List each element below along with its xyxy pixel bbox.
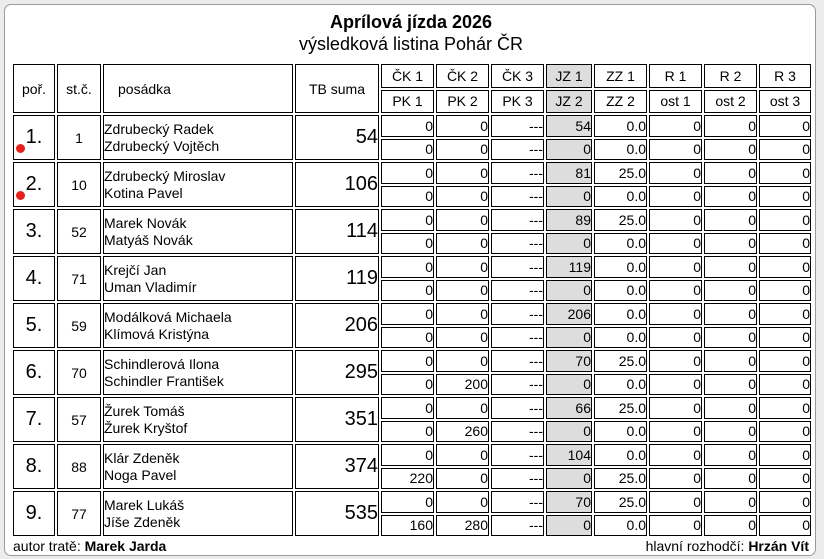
- score-cell: 0: [759, 303, 811, 325]
- score-cell: 0: [759, 280, 811, 302]
- score-cell: 0: [759, 515, 811, 537]
- place-value: 7.: [25, 408, 43, 430]
- score-cell: 0.0: [594, 515, 647, 537]
- score-cell: 0: [649, 421, 702, 443]
- course-author-name: Marek Jarda: [84, 538, 167, 554]
- course-author-label: autor tratě:: [13, 538, 81, 554]
- score-cell: 0: [649, 280, 702, 302]
- result-row: [13, 209, 811, 231]
- marker-dot: [16, 191, 25, 200]
- place-cell: [13, 350, 55, 395]
- crew-cell: [103, 491, 293, 536]
- header-ost1: ost 1: [649, 90, 702, 114]
- score-cell: ---: [491, 515, 544, 537]
- score-cell: ---: [491, 139, 544, 161]
- result-row: [13, 162, 811, 184]
- driver-name: Zdrubecký Miroslav: [104, 167, 226, 184]
- crew-cell: [103, 397, 293, 442]
- score-cell: 0.0: [594, 115, 647, 137]
- header-ck2: ČK 2: [436, 64, 489, 88]
- place-value: 1.: [25, 126, 43, 148]
- score-cell: 0.0: [594, 280, 647, 302]
- score-cell: 0: [436, 186, 489, 208]
- score-cell: 0: [649, 186, 702, 208]
- driver-name: Žurek Tomáš: [104, 402, 185, 419]
- score-cell: 220: [381, 468, 434, 490]
- place-cell: [13, 303, 55, 348]
- score-cell: ---: [491, 491, 544, 513]
- score-cell: 0: [649, 209, 702, 231]
- score-cell: 0: [759, 421, 811, 443]
- score-cell: 0: [649, 468, 702, 490]
- result-row: [13, 350, 811, 372]
- place-cell: [13, 115, 55, 160]
- score-cell: ---: [491, 444, 544, 466]
- score-cell: 206: [546, 303, 592, 325]
- score-cell: 0: [381, 374, 434, 396]
- score-cell: 0: [546, 139, 592, 161]
- sum-value: 351: [295, 397, 379, 442]
- score-cell: 0: [704, 303, 757, 325]
- codriver-name: Matyáš Novák: [104, 231, 193, 248]
- score-cell: 0: [649, 256, 702, 278]
- header-pk3: PK 3: [491, 90, 544, 114]
- crew-cell: [103, 162, 293, 207]
- score-cell: 0.0: [594, 256, 647, 278]
- codriver-name: Žurek Kryštof: [104, 419, 188, 436]
- chief-judge-name: Hrzán Vít: [748, 538, 809, 554]
- score-cell: 280: [436, 515, 489, 537]
- chief-judge: [646, 538, 809, 554]
- score-cell: ---: [491, 280, 544, 302]
- score-cell: 0: [759, 162, 811, 184]
- score-cell: 70: [546, 350, 592, 372]
- score-cell: 0: [546, 421, 592, 443]
- score-cell: 0: [649, 162, 702, 184]
- crew-cell: [103, 350, 293, 395]
- result-row: [13, 491, 811, 513]
- header-r2: R 2: [704, 64, 757, 88]
- score-cell: 119: [546, 256, 592, 278]
- score-cell: 0: [546, 186, 592, 208]
- score-cell: 0: [381, 209, 434, 231]
- score-cell: 160: [381, 515, 434, 537]
- score-cell: ---: [491, 468, 544, 490]
- result-row: [13, 397, 811, 419]
- driver-name: Krejčí Jan: [104, 261, 167, 278]
- score-cell: 0: [759, 444, 811, 466]
- result-row: [13, 115, 811, 137]
- header-place: poř.: [13, 64, 55, 113]
- header-row-1: [13, 64, 811, 88]
- crew-cell: [103, 115, 293, 160]
- sum-value: 114: [295, 209, 379, 254]
- score-cell: 25.0: [594, 209, 647, 231]
- score-cell: 0: [704, 327, 757, 349]
- score-cell: 0: [759, 186, 811, 208]
- score-cell: 0: [546, 233, 592, 255]
- driver-name: Modálková Michaela: [104, 308, 232, 325]
- score-cell: 0: [381, 350, 434, 372]
- start-number: 57: [57, 397, 101, 442]
- score-cell: 0: [436, 444, 489, 466]
- score-cell: 0: [759, 327, 811, 349]
- sum-value: 374: [295, 444, 379, 489]
- result-row: [13, 303, 811, 325]
- result-row: [13, 444, 811, 466]
- score-cell: 0: [649, 233, 702, 255]
- score-cell: 0: [381, 233, 434, 255]
- score-cell: 0: [704, 256, 757, 278]
- score-cell: 0: [381, 162, 434, 184]
- score-cell: 0: [649, 444, 702, 466]
- start-number: 10: [57, 162, 101, 207]
- course-author: [13, 538, 166, 554]
- marker-dot: [16, 144, 25, 153]
- score-cell: 25.0: [594, 162, 647, 184]
- score-cell: 0: [704, 397, 757, 419]
- place-value: 5.: [25, 314, 43, 336]
- score-cell: 0: [759, 468, 811, 490]
- crew-cell: [103, 256, 293, 301]
- score-cell: ---: [491, 303, 544, 325]
- score-cell: 0: [649, 327, 702, 349]
- score-cell: ---: [491, 421, 544, 443]
- score-cell: 0: [649, 515, 702, 537]
- score-cell: 260: [436, 421, 489, 443]
- score-cell: 25.0: [594, 350, 647, 372]
- score-cell: 0: [704, 139, 757, 161]
- results-sheet: [4, 4, 816, 556]
- score-cell: 0: [704, 444, 757, 466]
- score-cell: 0: [704, 209, 757, 231]
- score-cell: ---: [491, 233, 544, 255]
- score-cell: 25.0: [594, 468, 647, 490]
- crew-cell: [103, 209, 293, 254]
- sum-value: 54: [295, 115, 379, 160]
- score-cell: 0: [649, 139, 702, 161]
- sum-value: 206: [295, 303, 379, 348]
- score-cell: 0: [759, 209, 811, 231]
- header-pk1: PK 1: [381, 90, 434, 114]
- score-cell: 0: [704, 421, 757, 443]
- score-cell: 0: [381, 491, 434, 513]
- header-pk2: PK 2: [436, 90, 489, 114]
- driver-name: Klár Zdeněk: [104, 449, 180, 466]
- score-cell: 0: [436, 162, 489, 184]
- codriver-name: Schindler František: [104, 372, 224, 389]
- score-cell: 0: [436, 491, 489, 513]
- score-cell: 0: [436, 468, 489, 490]
- score-cell: 0: [759, 256, 811, 278]
- codriver-name: Jíše Zdeněk: [104, 513, 181, 530]
- score-cell: 0: [546, 515, 592, 537]
- codriver-name: Zdrubecký Vojtěch: [104, 137, 220, 154]
- score-cell: 0: [704, 233, 757, 255]
- start-number: 59: [57, 303, 101, 348]
- score-cell: 0: [436, 303, 489, 325]
- header-ck3: ČK 3: [491, 64, 544, 88]
- score-cell: 0.0: [594, 186, 647, 208]
- codriver-name: Uman Vladimír: [104, 278, 197, 295]
- sum-value: 295: [295, 350, 379, 395]
- header-start-number: st.č.: [57, 64, 101, 113]
- score-cell: 0: [381, 280, 434, 302]
- header-jz1: JZ 1: [546, 64, 592, 88]
- score-cell: 0: [704, 115, 757, 137]
- page-subtitle: výsledková listina Pohár ČR: [298, 34, 524, 54]
- score-cell: 25.0: [594, 397, 647, 419]
- score-cell: 0: [704, 491, 757, 513]
- score-cell: 0: [381, 421, 434, 443]
- score-cell: 0: [546, 327, 592, 349]
- score-cell: 0: [436, 139, 489, 161]
- score-cell: 0: [704, 468, 757, 490]
- place-value: 3.: [25, 220, 43, 242]
- score-cell: 0: [649, 115, 702, 137]
- header-zz1: ZZ 1: [594, 64, 647, 88]
- score-cell: 0: [704, 350, 757, 372]
- score-cell: 0: [704, 186, 757, 208]
- score-cell: 0: [381, 444, 434, 466]
- start-number: 71: [57, 256, 101, 301]
- score-cell: 0.0: [594, 421, 647, 443]
- place-value: 6.: [25, 361, 43, 383]
- header-r1: R 1: [649, 64, 702, 88]
- score-cell: 0.0: [594, 233, 647, 255]
- header-ost3: ost 3: [759, 90, 811, 114]
- place-cell: [13, 256, 55, 301]
- header-ost2: ost 2: [704, 90, 757, 114]
- score-cell: ---: [491, 209, 544, 231]
- score-cell: 0: [546, 468, 592, 490]
- codriver-name: Klímová Kristýna: [104, 325, 210, 342]
- crew-cell: [103, 444, 293, 489]
- place-cell: [13, 162, 55, 207]
- place-cell: [13, 491, 55, 536]
- score-cell: 0: [649, 397, 702, 419]
- result-row: [13, 256, 811, 278]
- results-table: [11, 62, 813, 538]
- score-cell: 25.0: [594, 491, 647, 513]
- score-cell: 0: [436, 397, 489, 419]
- header-r3: R 3: [759, 64, 811, 88]
- start-number: 52: [57, 209, 101, 254]
- score-cell: 104: [546, 444, 592, 466]
- score-cell: 66: [546, 397, 592, 419]
- place-cell: [13, 397, 55, 442]
- score-cell: 0: [649, 374, 702, 396]
- start-number: 88: [57, 444, 101, 489]
- header-sum: TB suma: [295, 64, 379, 113]
- score-cell: 0: [704, 280, 757, 302]
- codriver-name: Kotina Pavel: [104, 184, 183, 201]
- score-cell: 0: [436, 256, 489, 278]
- score-cell: 0: [759, 115, 811, 137]
- sum-value: 535: [295, 491, 379, 536]
- page-title: Aprílová jízda 2026: [329, 12, 493, 32]
- place-cell: [13, 444, 55, 489]
- score-cell: 0: [436, 327, 489, 349]
- score-cell: 0.0: [594, 374, 647, 396]
- score-cell: ---: [491, 115, 544, 137]
- score-cell: 0: [381, 115, 434, 137]
- table-body: [13, 115, 811, 536]
- place-cell: [13, 209, 55, 254]
- place-value: 8.: [25, 455, 43, 477]
- score-cell: 0: [436, 209, 489, 231]
- score-cell: 0.0: [594, 327, 647, 349]
- score-cell: 70: [546, 491, 592, 513]
- score-cell: ---: [491, 327, 544, 349]
- codriver-name: Noga Pavel: [104, 466, 177, 483]
- header-crew: posádka: [103, 64, 293, 113]
- score-cell: 89: [546, 209, 592, 231]
- score-cell: 0: [436, 233, 489, 255]
- score-cell: 0: [546, 374, 592, 396]
- score-cell: 0: [759, 139, 811, 161]
- score-cell: 81: [546, 162, 592, 184]
- score-cell: 0: [381, 327, 434, 349]
- score-cell: 0.0: [594, 444, 647, 466]
- header-jz2: JZ 2: [546, 90, 592, 114]
- table-header: [13, 64, 811, 113]
- score-cell: ---: [491, 162, 544, 184]
- score-cell: ---: [491, 186, 544, 208]
- score-cell: ---: [491, 350, 544, 372]
- start-number: 1: [57, 115, 101, 160]
- score-cell: 0: [436, 280, 489, 302]
- driver-name: Schindlerová Ilona: [104, 355, 220, 372]
- header-ck1: ČK 1: [381, 64, 434, 88]
- score-cell: 0: [759, 491, 811, 513]
- score-cell: 0: [381, 139, 434, 161]
- place-value: 2.: [25, 173, 43, 195]
- place-value: 4.: [25, 267, 43, 289]
- score-cell: 0: [649, 350, 702, 372]
- place-value: 9.: [25, 502, 43, 524]
- chief-judge-label: hlavní rozhodčí:: [645, 538, 745, 554]
- score-cell: 0: [704, 374, 757, 396]
- score-cell: 54: [546, 115, 592, 137]
- sum-value: 119: [295, 256, 379, 301]
- driver-name: Marek Lukáš: [104, 496, 185, 513]
- score-cell: 0: [649, 491, 702, 513]
- score-cell: 0: [381, 303, 434, 325]
- score-cell: 0.0: [594, 303, 647, 325]
- score-cell: 0: [436, 115, 489, 137]
- driver-name: Marek Novák: [104, 214, 187, 231]
- driver-name: Zdrubecký Radek: [104, 120, 214, 137]
- score-cell: 0: [381, 397, 434, 419]
- start-number: 77: [57, 491, 101, 536]
- score-cell: ---: [491, 374, 544, 396]
- score-cell: ---: [491, 397, 544, 419]
- score-cell: 0: [381, 186, 434, 208]
- score-cell: ---: [491, 256, 544, 278]
- crew-cell: [103, 303, 293, 348]
- score-cell: 0: [381, 256, 434, 278]
- score-cell: 0: [649, 303, 702, 325]
- title-block: [5, 11, 817, 55]
- score-cell: 0: [436, 350, 489, 372]
- score-cell: 0: [704, 162, 757, 184]
- score-cell: 0: [704, 515, 757, 537]
- score-cell: 0: [759, 397, 811, 419]
- score-cell: 0: [759, 233, 811, 255]
- start-number: 70: [57, 350, 101, 395]
- score-cell: 0: [546, 280, 592, 302]
- header-zz2: ZZ 2: [594, 90, 647, 114]
- sum-value: 106: [295, 162, 379, 207]
- score-cell: 0: [759, 374, 811, 396]
- score-cell: 0: [759, 350, 811, 372]
- score-cell: 0.0: [594, 139, 647, 161]
- score-cell: 200: [436, 374, 489, 396]
